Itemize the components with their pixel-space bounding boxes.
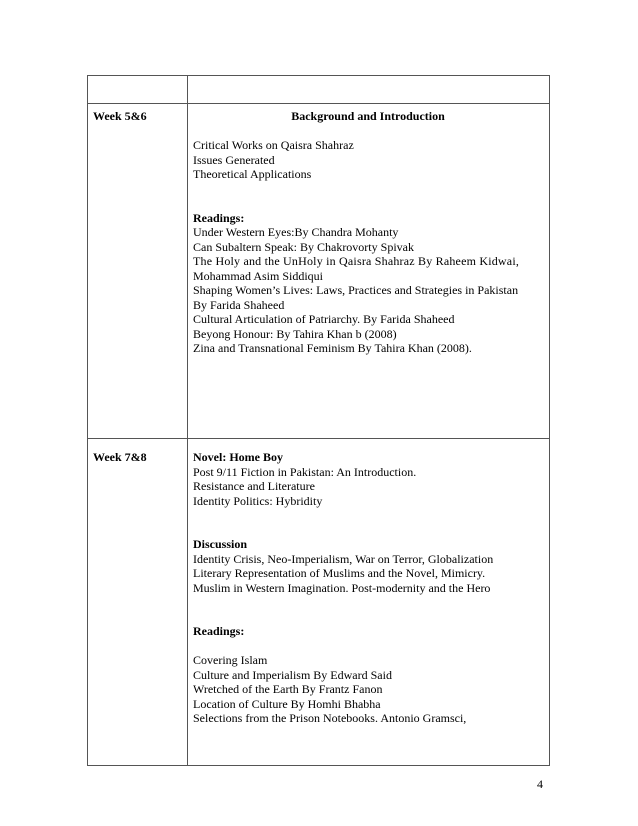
reading-item: Culture and Imperialism By Edward Said <box>193 667 392 682</box>
row-divider <box>88 103 549 104</box>
readings-label: Readings: <box>193 210 245 225</box>
topic-item: Issues Generated <box>193 152 275 167</box>
reading-item: The Holy and the UnHoly in Qaisra Shahraz By Raheem Kidwai, <box>193 254 520 268</box>
topic-item: Resistance and Literature <box>193 479 315 493</box>
reading-item: Location of Culture By Homhi Bhabha <box>193 696 381 711</box>
column-divider <box>187 76 188 765</box>
reading-item: By Farida Shaheed <box>193 297 285 312</box>
topic-item: Theoretical Applications <box>193 167 312 181</box>
row-divider <box>88 438 549 439</box>
reading-item: Mohammad Asim Siddiqui <box>193 268 324 283</box>
section-heading: Novel: Home Boy <box>193 450 283 464</box>
topic-item: Post 9/11 Fiction in Pakistan: An Introduction. <box>193 464 417 479</box>
syllabus-table <box>87 75 550 766</box>
topic-item: Identity Politics: Hybridity <box>193 493 323 508</box>
discussion-label: Discussion <box>193 537 248 551</box>
reading-item: Selections from the Prison Notebooks. Antonio Gramsci, <box>193 711 467 725</box>
reading-item: Cultural Articulation of Patriarchy. By Farida Shaheed <box>193 312 455 326</box>
discussion-item: Identity Crisis, Neo-Imperialism, War on Terror, Globalization <box>193 551 494 566</box>
reading-item: Can Subaltern Speak: By Chakrovorty Spivak <box>193 239 414 254</box>
week-label: Week 5&6 <box>93 109 147 123</box>
reading-item: Shaping Women’s Lives: Laws, Practices and Strategies in Pakistan <box>193 283 519 297</box>
discussion-item: Literary Representation of Muslims and the Novel, Mimicry. <box>193 566 486 580</box>
week-content <box>193 109 543 356</box>
section-heading: Background and Introduction <box>291 109 445 123</box>
reading-item: Wretched of the Earth By Frantz Fanon <box>193 682 383 696</box>
week-label: Week 7&8 <box>93 450 147 464</box>
discussion-item: Muslim in Western Imagination. Post-modernity and the Hero <box>193 580 491 595</box>
topic-item: Critical Works on Qaisra Shahraz <box>193 138 354 152</box>
reading-item: Zina and Transnational Feminism By Tahira Khan (2008). <box>193 341 472 355</box>
week-content <box>193 450 543 726</box>
reading-item: Under Western Eyes:By Chandra Mohanty <box>193 225 399 239</box>
page-number: 4 <box>537 777 543 791</box>
readings-label: Readings: <box>193 624 245 638</box>
reading-item: Covering Islam <box>193 653 268 667</box>
reading-item: Beyong Honour: By Tahira Khan b (2008) <box>193 326 397 341</box>
